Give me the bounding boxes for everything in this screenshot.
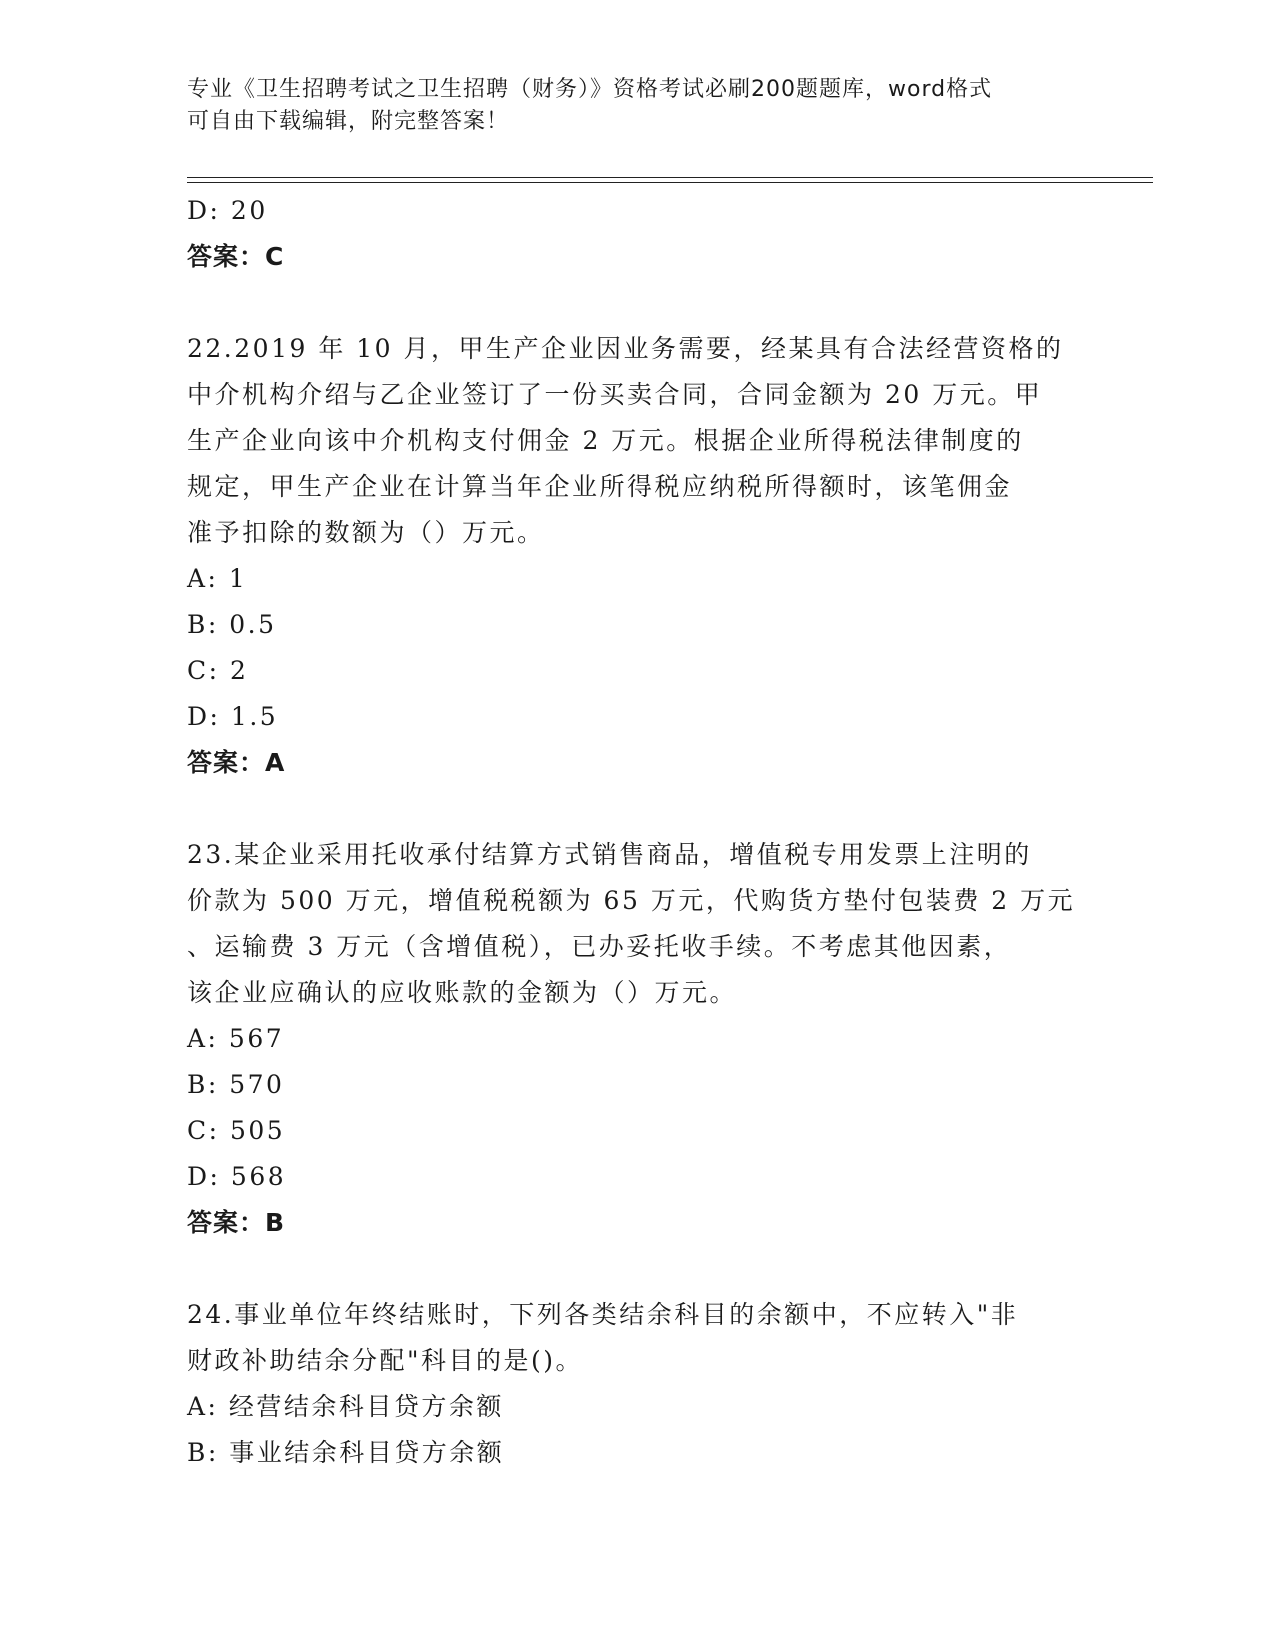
document-body — [187, 188, 1087, 1476]
question-22-line-1: 22.2019 年 10 月，甲生产企业因业务需要，经某具有合法经营资格的 — [187, 334, 1064, 363]
document-header — [187, 74, 1067, 138]
question-23-line-4: 该企业应确认的应收账款的金额为（）万元。 — [187, 978, 738, 1007]
question-22-option-d: D: 1.5 — [187, 702, 279, 731]
header-divider-bottom — [187, 182, 1153, 183]
question-24 — [187, 1292, 1087, 1476]
question-23-text — [187, 832, 1087, 1016]
question-24-line-2: 财政补助结余分配"科目的是()。 — [187, 1346, 584, 1375]
prev-question-option-d: D: 20 — [187, 196, 268, 225]
question-22-answer: 答案：A — [187, 748, 286, 777]
question-22-option-c: C: 2 — [187, 656, 249, 685]
question-22-line-3: 生产企业向该中介机构支付佣金 2 万元。根据企业所得税法律制度的 — [187, 426, 1024, 455]
question-22-text — [187, 326, 1087, 556]
spacer — [187, 786, 1087, 832]
question-23-line-2: 价款为 500 万元，增值税税额为 65 万元，代购货方垫付包装费 2 万元 — [187, 886, 1076, 915]
question-22-line-4: 规定，甲生产企业在计算当年企业所得税应纳税所得额时，该笔佣金 — [187, 472, 1013, 501]
question-23-option-b: B: 570 — [187, 1070, 285, 1099]
spacer — [187, 280, 1087, 326]
header-title-line-1: 专业《卫生招聘考试之卫生招聘（财务）》资格考试必刷200题题库，word格式 — [187, 77, 993, 102]
question-23-answer: 答案：B — [187, 1208, 286, 1237]
question-22-option-a: A: 1 — [187, 564, 248, 593]
question-24-option-b: B: 事业结余科目贷方余额 — [187, 1438, 505, 1467]
question-22-line-5: 准予扣除的数额为（）万元。 — [187, 518, 545, 547]
question-23-line-3: 、运输费 3 万元（含增值税），已办妥托收手续。不考虑其他因素， — [187, 932, 1012, 961]
question-24-option-a: A: 经营结余科目贷方余额 — [187, 1392, 504, 1421]
prev-question-answer: 答案：C — [187, 242, 285, 271]
question-24-text — [187, 1292, 1087, 1384]
question-22-line-2: 中介机构介绍与乙企业签订了一份买卖合同，合同金额为 20 万元。甲 — [187, 380, 1043, 409]
question-24-line-1: 24.事业单位年终结账时，下列各类结余科目的余额中，不应转入"非 — [187, 1300, 1019, 1329]
question-23 — [187, 832, 1087, 1246]
spacer — [187, 1246, 1087, 1292]
header-title-line-2: 可自由下载编辑，附完整答案！ — [187, 109, 510, 134]
question-22-option-b: B: 0.5 — [187, 610, 277, 639]
question-23-option-d: D: 568 — [187, 1162, 287, 1191]
question-22 — [187, 326, 1087, 786]
question-23-option-a: A: 567 — [187, 1024, 285, 1053]
question-23-option-c: C: 505 — [187, 1116, 286, 1145]
question-23-line-1: 23.某企业采用托收承付结算方式销售商品，增值税专用发票上注明的 — [187, 840, 1032, 869]
header-divider-top — [187, 177, 1153, 178]
